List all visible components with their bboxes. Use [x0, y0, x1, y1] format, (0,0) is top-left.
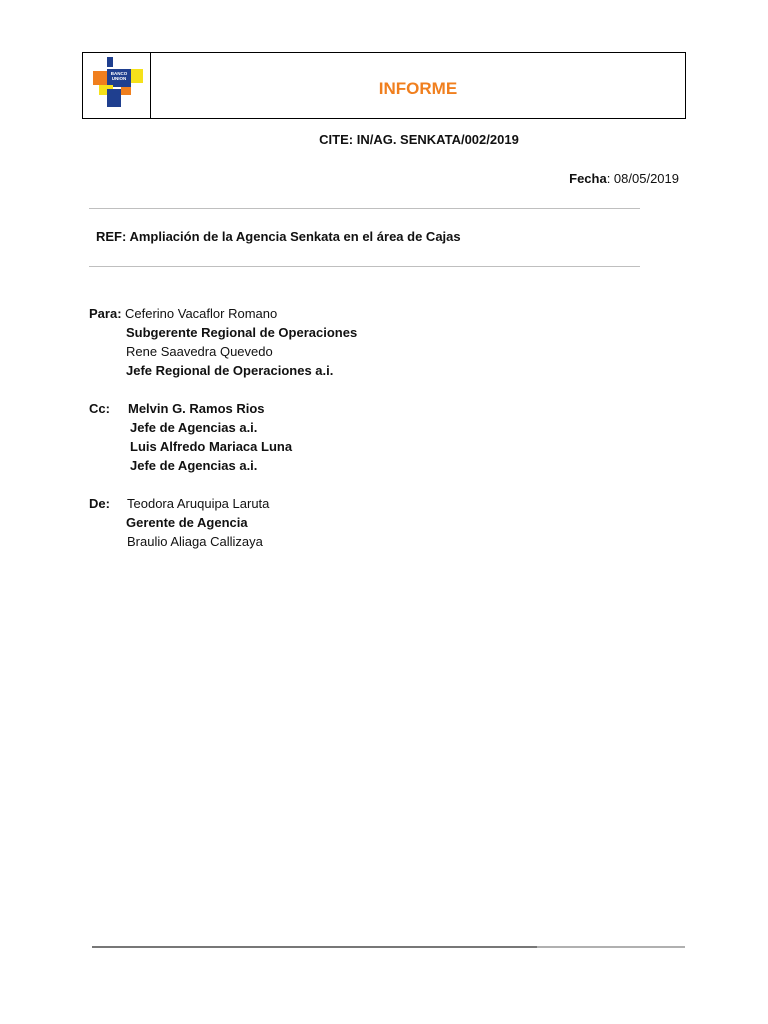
document-title: INFORME: [378, 79, 458, 98]
para-line-3: Rene Saavedra Quevedo: [126, 344, 273, 359]
bank-logo: [91, 57, 145, 109]
para-line-4: Jefe Regional de Operaciones a.i.: [126, 363, 334, 378]
footer-rule-dark: [92, 946, 537, 948]
cc-label: Cc:: [89, 401, 110, 416]
para-label-text: Para:: [89, 306, 122, 321]
de-line-2: Gerente de Agencia: [126, 515, 248, 530]
footer-rule: [92, 946, 685, 948]
para-label: [89, 306, 122, 321]
date-label: Fecha: [569, 171, 607, 186]
date-value: : 08/05/2019: [606, 171, 679, 186]
cc-line-1: Melvin G. Ramos Rios: [128, 401, 265, 416]
divider-bottom: [89, 266, 640, 267]
date-line: [569, 171, 679, 186]
de-line-3: Braulio Aliaga Callizaya: [127, 534, 263, 549]
cc-line-2: Jefe de Agencias a.i.: [130, 420, 258, 435]
de-label: De:: [89, 496, 110, 511]
para-line-1: Ceferino Vacaflor Romano: [125, 306, 278, 321]
de-line-1: Teodora Aruquipa Laruta: [127, 496, 270, 511]
cc-line-4: Jefe de Agencias a.i.: [130, 458, 258, 473]
ref-subject: REF: Ampliación de la Agencia Senkata en el área de Cajas: [96, 229, 461, 244]
document-header: [82, 52, 686, 119]
logo-cell: [83, 53, 151, 118]
divider-top: [89, 208, 640, 209]
cite-reference: CITE: IN/AG. SENKATA/002/2019: [319, 132, 519, 147]
logo-text: BANCO UNION: [110, 71, 128, 81]
cc-line-3: Luis Alfredo Mariaca Luna: [130, 439, 293, 454]
para-line-2: Subgerente Regional de Operaciones: [126, 325, 358, 340]
